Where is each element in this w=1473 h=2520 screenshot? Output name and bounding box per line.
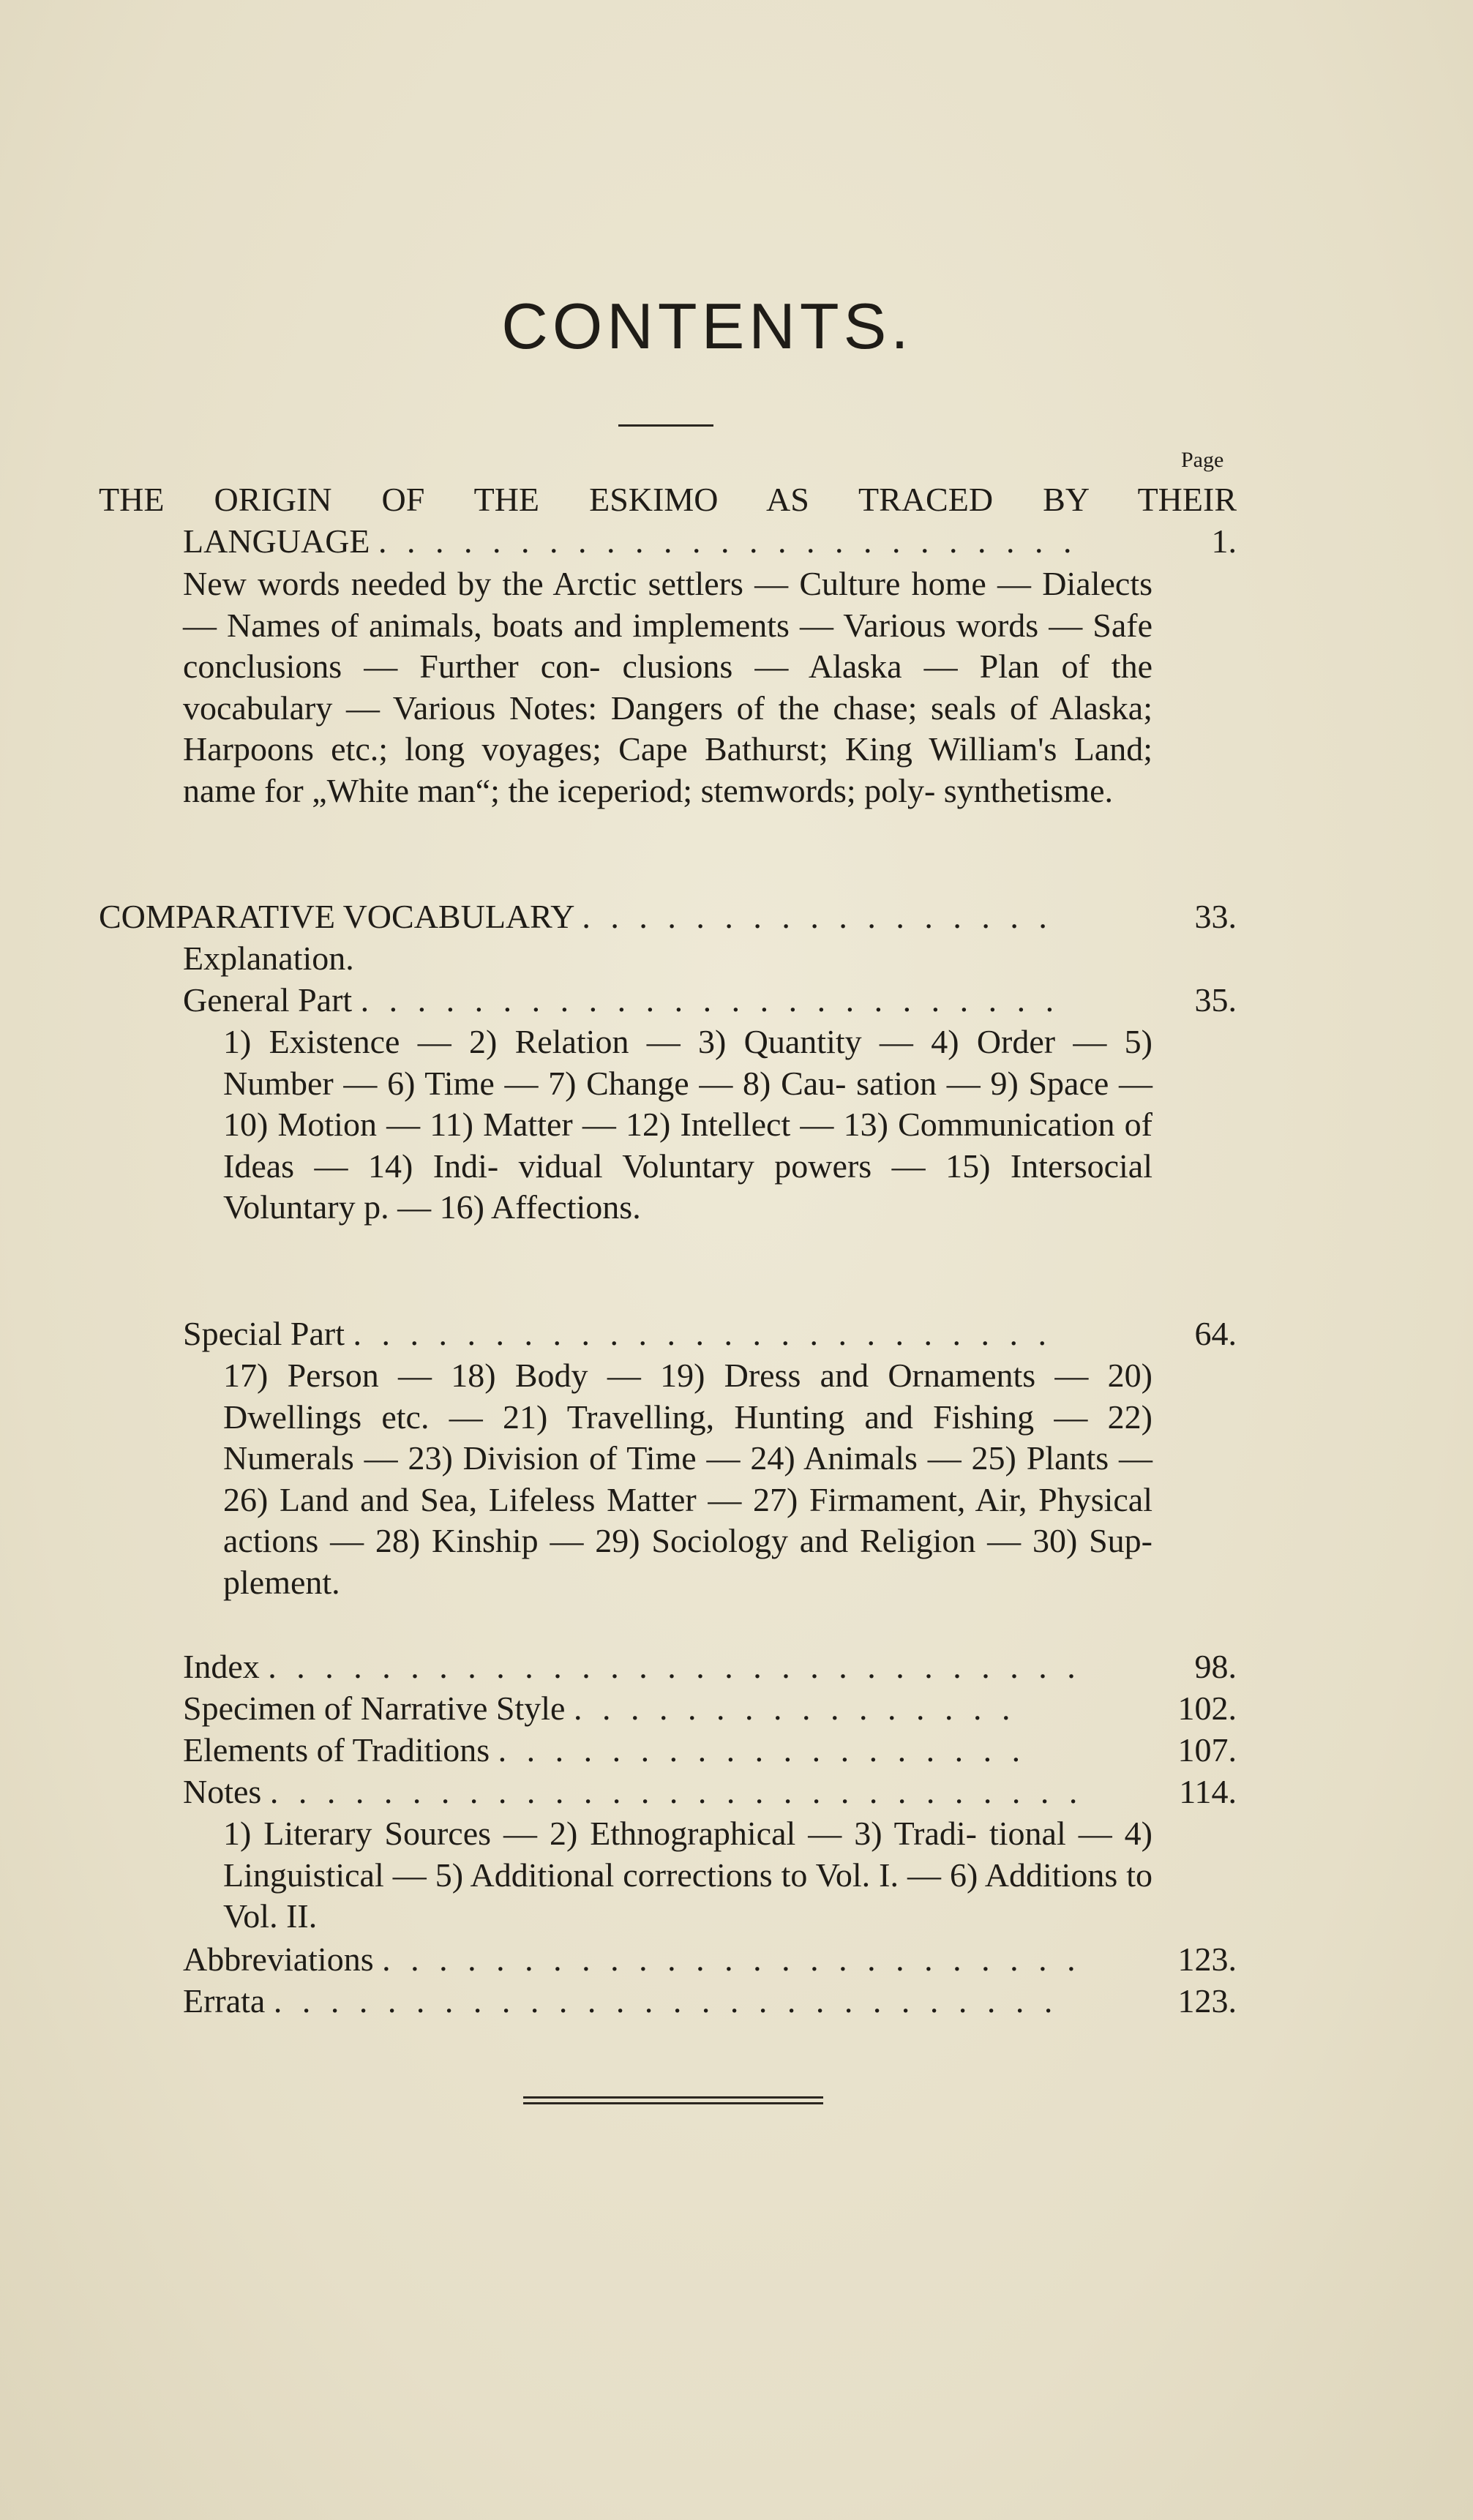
top-rule <box>618 424 713 427</box>
toc-entry-label: General Part . . . . . . . . . . . . . . . . . . . . . . . . . <box>183 981 1060 1019</box>
toc-page-number: 107. <box>1177 1731 1237 1769</box>
toc-page-number: 114. <box>1179 1773 1237 1810</box>
bottom-rule <box>523 2102 823 2104</box>
leader-dots: . . . . . . . . . . . . . . . . . . . . . . . . . <box>378 522 1078 560</box>
bottom-rule <box>523 2096 823 2099</box>
toc-entry-description: New words needed by the Arctic settlers — Culture home — Dialects — Names of animals, boats and implements — Various words — Safe conclusions — Further con- clusions — Alaska — Plan of the vocabulary — Various Notes: Dangers of the chase; seals of Alaska; Harpoons etc.; long voyages; Cape Bathurst; King William's Land; name for „White man“; the iceperiod; stemwords; poly- synthetisme. <box>183 565 1152 809</box>
toc-page-number: 123. <box>1177 1982 1237 2020</box>
leader-dots: . . . . . . . . . . . . . . . . . . . . . . . . . <box>353 1315 1052 1352</box>
toc-entry-label: Special Part . . . . . . . . . . . . . . . . . . . . . . . . . <box>183 1315 1052 1352</box>
toc-page-number: 98. <box>1194 1648 1237 1685</box>
toc-entry-label: LANGUAGE . . . . . . . . . . . . . . . . . . . . . . . . . <box>183 522 1078 560</box>
toc-entry-description: 1) Existence — 2) Relation — 3) Quantity — 4) Order — 5) Number — 6) Time — 7) Change — 8) Cau- sation — 9) Space — 10) Motion — 11) Matter — 12) Intellect — 13) Communication of Ideas — 14) Indi- vidual Voluntary powers — 15) Intersocial Voluntary p. — 16) Affections. <box>223 1023 1152 1226</box>
toc-page-number: 102. <box>1177 1690 1237 1727</box>
leader-dots: . . . . . . . . . . . . . . . . <box>573 1690 1016 1727</box>
toc-entry-description: 1) Literary Sources — 2) Ethnographical — 3) Tradi- tional — 4) Linguistical — 5) Additional corrections to Vol. I. — 6) Additions to Vol. II. <box>223 1815 1152 1935</box>
toc-entry-label: Notes . . . . . . . . . . . . . . . . . . . . . . . . . . . . . <box>183 1773 1084 1810</box>
leader-dots: . . . . . . . . . . . . . . . . . <box>582 898 1053 935</box>
toc-page-number: 64. <box>1194 1315 1237 1352</box>
toc-entry-label: Errata . . . . . . . . . . . . . . . . . . . . . . . . . . . . <box>183 1982 1059 2020</box>
toc-entry-heading: COMPARATIVE VOCABULARY . . . . . . . . . . . . . . . . . <box>99 898 1053 935</box>
toc-page-number: 35. <box>1194 981 1237 1019</box>
page-column-label: Page <box>1181 448 1224 472</box>
toc-entry-label: Abbreviations . . . . . . . . . . . . . . . . . . . . . . . . . <box>183 1940 1082 1978</box>
page-title: CONTENTS. <box>501 290 913 362</box>
toc-page-number: 123. <box>1177 1940 1237 1978</box>
toc-entry-label: Specimen of Narrative Style . . . . . . . . . . . . . . . . <box>183 1690 1016 1727</box>
toc-entry-heading: THE ORIGIN OF THE ESKIMO AS TRACED BY THEIR <box>99 481 1237 518</box>
toc-entry-description: 17) Person — 18) Body — 19) Dress and Ornaments — 20) Dwellings etc. — 21) Travelling, Hunting and Fishing — 22) Numerals — 23) Division of Time — 24) Animals — 25) Plants — 26) Land and Sea, Lifeless Matter — 27) Firmament, Air, Physical actions — 28) Kinship — 29) Sociology and Religion — 30) Sup- plement. <box>223 1357 1152 1601</box>
toc-page-number: 33. <box>1194 898 1237 935</box>
leader-dots: . . . . . . . . . . . . . . . . . . . . . . . . . . . . . <box>269 1773 1084 1810</box>
toc-page-number: 1. <box>1211 522 1237 560</box>
leader-dots: . . . . . . . . . . . . . . . . . . . . . . . . . <box>360 981 1060 1019</box>
toc-entry-label: Elements of Traditions . . . . . . . . . . . . . . . . . . . <box>183 1731 1027 1769</box>
leader-dots: . . . . . . . . . . . . . . . . . . . . . . . . . . . . . <box>268 1648 1082 1685</box>
toc-entry-label: Explanation. <box>183 940 354 977</box>
leader-dots: . . . . . . . . . . . . . . . . . . . . . . . . . . . . <box>273 1982 1059 2020</box>
leader-dots: . . . . . . . . . . . . . . . . . . . <box>498 1731 1027 1769</box>
leader-dots: . . . . . . . . . . . . . . . . . . . . . . . . . <box>382 1940 1082 1978</box>
toc-entry-label: Index . . . . . . . . . . . . . . . . . . . . . . . . . . . . . <box>183 1648 1082 1685</box>
